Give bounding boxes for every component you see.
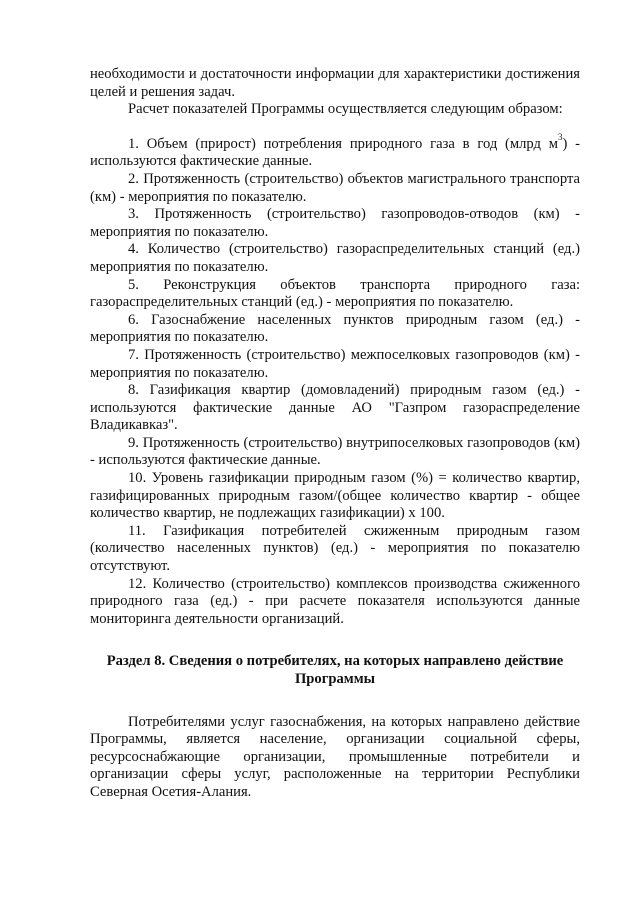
list-item-7: 7. Протяженность (строительство) межпоселковых газопроводов (км) - мероприятия по показателю. xyxy=(90,346,580,381)
list-item-12: 12. Количество (строительство) комплексов производства сжиженного природного газа (ед.) - при расчете показателя используются данные мониторинга деятельности организаций. xyxy=(90,575,580,627)
list-item-1-text-b: ) - используются фактические данные. xyxy=(90,135,580,170)
list-item-3: 3. Протяженность (строительство) газопроводов-отводов (км) - мероприятия по показателю. xyxy=(90,206,580,240)
document-page xyxy=(90,66,580,802)
paragraph-calculation-method: Расчет показателей Программы осуществляется следующим образом: xyxy=(128,101,563,118)
spacer xyxy=(90,689,580,714)
list-item-9: 9. Протяженность (строительство) внутрипоселковых газопроводов (км) - используются фактические данные. xyxy=(90,434,580,469)
section-heading xyxy=(90,653,580,688)
list-item-1-text-a: 1. Объем (прирост) потребления природного газа в год (млрд м xyxy=(128,135,558,152)
list-item-1 xyxy=(90,131,580,171)
list-item-10: 10. Уровень газификации природным газом (%) = количество квартир, газифицированных природным газом/(общее количество квартир - общее количество квартир, не подлежащих газификации) x 100. xyxy=(90,470,580,522)
list-item-1-superscript: 3 xyxy=(557,131,563,142)
section-heading-line-1: Раздел 8. Сведения о потребителях, на которых направлено действие xyxy=(106,653,564,670)
spacer xyxy=(90,628,580,653)
list-item-4: 4. Количество (строительство) газораспределительных станций (ед.) мероприятия по показателю. xyxy=(90,241,580,275)
list-item-11: 11. Газификация потребителей сжиженным природным газом (количество населенных пунктов) (ед.) - мероприятия по показателю отсутствуют. xyxy=(90,522,580,575)
list-item-2: 2. Протяженность (строительство) объектов магистрального транспорта (км) - мероприятия по показателю. xyxy=(90,170,580,205)
section-heading-line-2: Программы xyxy=(294,671,376,687)
section-body-paragraph: Потребителями услуг газоснабжения, на которых направлено действие Программы, является население, организации социальной сферы, ресурсоснабжающие организации, промышленные потребители и организации сферы услуг, расположенные на территории Республики Северная Осетия-Алания. xyxy=(90,713,580,800)
spacer xyxy=(90,119,580,136)
paragraph-intro-continuation: необходимости и достаточности информации для характеристики достижения целей и решения задач. xyxy=(90,66,580,100)
list-item-6: 6. Газоснабжение населенных пунктов природным газом (ед.) - мероприятия по показателю. xyxy=(90,311,580,346)
list-item-5: 5. Реконструкция объектов транспорта природного газа: газораспределительных станций (ед.) - мероприятия по показателю. xyxy=(90,276,580,311)
list-item-8: 8. Газификация квартир (домовладений) природным газом (ед.) - используются фактические данные АО "Газпром газораспределение Владикавказ". xyxy=(90,382,580,434)
